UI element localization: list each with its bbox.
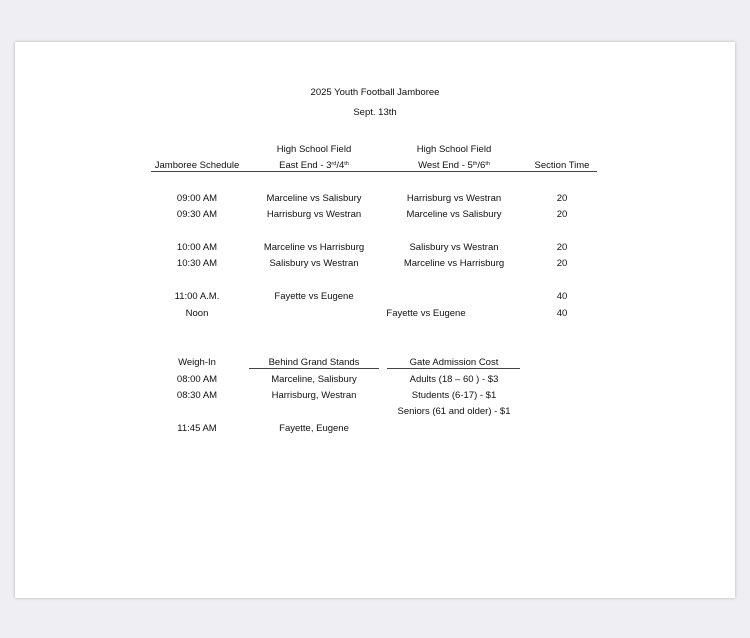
schedule-row-west: Marceline vs Harrisburg [403,258,505,269]
west-field-header-line1: High School Field [416,144,492,155]
document-date: Sept. 13th [353,107,397,118]
jamboree-schedule-header: Jamboree Schedule [154,160,240,171]
document-title: 2025 Youth Football Jamboree [310,87,440,98]
weigh-in-time: 08:00 AM [176,374,218,385]
weigh-in-time: 11:45 AM [177,423,217,434]
schedule-row-west: Marceline vs Salisbury [406,209,502,220]
admission-cost: Seniors (61 and older) - $1 [397,406,511,417]
admission-cost: Adults (18 – 60 ) - $3 [409,374,499,385]
schedule-row-west: Harrisburg vs Westran [406,193,502,204]
schedule-row-section: 20 [556,209,568,220]
admission-header-rule [387,368,520,369]
east-field-header-line1: High School Field [276,144,352,155]
schedule-row-east: Marceline vs Harrisburg [263,242,365,253]
schedule-row-section: 20 [556,242,568,253]
document-page [15,42,735,598]
schedule-header-rule [151,171,597,172]
section-time-header: Section Time [534,160,590,171]
east-field-header-line2: East End - 3rd/4th [279,160,349,171]
weigh-in-teams: Marceline, Salisbury [271,374,357,385]
schedule-row-time: Noon [185,308,209,319]
schedule-row-section: 20 [556,193,568,204]
schedule-row-east: Salisbury vs Westran [269,258,359,269]
schedule-row-section: 20 [556,258,568,269]
schedule-row-east: Harrisburg vs Westran [266,209,362,220]
schedule-row-east: Fayette vs Eugene [274,291,354,302]
weigh-in-teams: Harrisburg, Westran [271,390,357,401]
behind-grand-stands-header: Behind Grand Stands [268,357,360,368]
schedule-row-section: 40 [556,291,568,302]
schedule-row-time: 09:00 AM [176,193,218,204]
grand-stands-header-rule [249,368,379,369]
weigh-in-teams: Fayette, Eugene [279,423,349,434]
schedule-row-time: 11:00 A.M. [174,291,220,302]
schedule-row-time: 10:30 AM [176,258,218,269]
schedule-row-section: 40 [556,308,568,319]
admission-cost: Students (6-17) - $1 [411,390,497,401]
schedule-row-time: 09:30 AM [176,209,218,220]
schedule-row-west: Fayette vs Eugene [386,308,466,319]
weigh-in-time: 08:30 AM [176,390,218,401]
schedule-row-time: 10:00 AM [176,242,218,253]
schedule-row-west: Salisbury vs Westran [409,242,499,253]
gate-admission-header: Gate Admission Cost [409,357,499,368]
west-field-header-line2: West End - 5th/6th [418,160,490,171]
schedule-row-east: Marceline vs Salisbury [266,193,362,204]
weigh-in-header: Weigh-In [178,357,216,368]
